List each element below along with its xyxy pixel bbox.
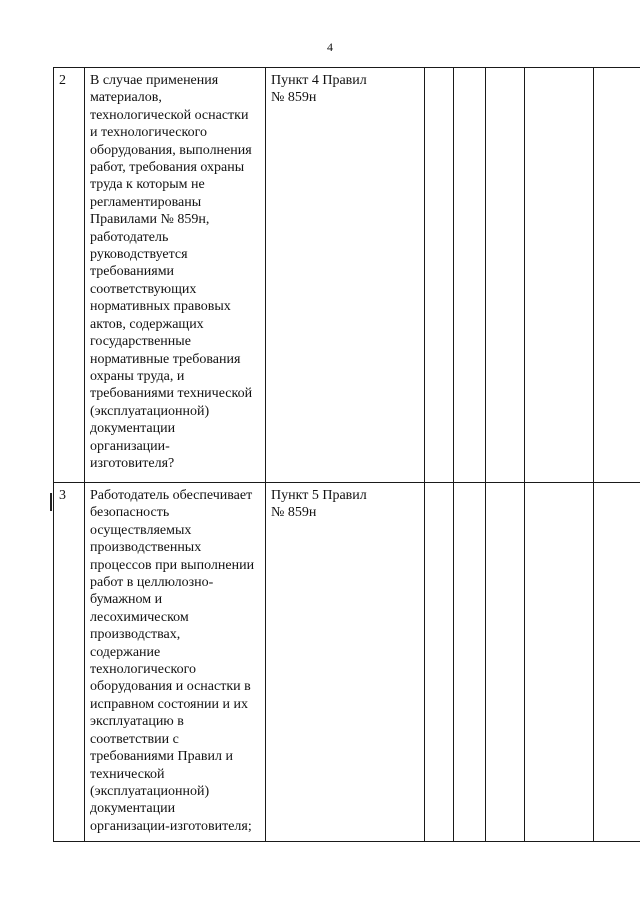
checklist-table [53, 67, 640, 842]
question-line: требованиями [90, 264, 175, 280]
scan-mark [50, 493, 52, 511]
question-line: В случае применения [90, 73, 219, 88]
question-line: технологического [90, 662, 196, 678]
answer-cell-extra[interactable] [594, 483, 640, 842]
question-line: эксплуатацию в [90, 714, 184, 730]
row-number: 2 [59, 73, 66, 88]
question-line: организации- [90, 438, 170, 454]
question-line: (эксплуатационной) [90, 403, 210, 419]
question-line: материалов, [90, 90, 162, 106]
question-line: работ в целлюлозно- [90, 575, 214, 591]
question-line: актов, содержащих [90, 316, 204, 332]
question-line: Правилами № 859н, [90, 212, 210, 228]
question-line: соответствии с [90, 731, 179, 747]
question-line: документации [90, 801, 176, 817]
question-line: соответствующих [90, 281, 197, 297]
question-line: регламентированы [90, 194, 202, 210]
question-line: руководствуется [90, 247, 188, 263]
question-line: государственные [90, 334, 191, 350]
answer-cell-extra[interactable] [594, 68, 640, 483]
question-cell [85, 68, 266, 483]
question-line: нормативных правовых [90, 299, 231, 315]
question-line: и технологического [90, 125, 207, 141]
question-line: оборудования, выполнения [90, 142, 252, 158]
question-line: производственных [90, 540, 202, 556]
reference-cell [266, 68, 425, 483]
question-line: труда к которым не [90, 177, 205, 193]
reference-line: Пункт 4 Правил [271, 73, 367, 88]
question-line: оборудования и оснастки в [90, 679, 251, 695]
answer-cell-yes[interactable] [425, 68, 454, 483]
question-line: содержание [90, 644, 161, 660]
question-line: исправном состоянии и их [90, 696, 248, 712]
answer-cell-no[interactable] [454, 483, 486, 842]
question-line: бумажном и [90, 592, 163, 608]
question-line: работодатель [90, 229, 169, 245]
question-line: требованиями технической [90, 386, 253, 402]
reference-line: Пункт 5 Правил [271, 488, 367, 503]
reference-line: № 859н [271, 505, 317, 521]
answer-cell-na[interactable] [486, 68, 525, 483]
row-number: 3 [59, 488, 66, 503]
reference-cell [266, 483, 425, 842]
question-line: лесохимическом [90, 609, 189, 625]
reference-line: № 859н [271, 90, 317, 106]
question-line: охраны труда, и [90, 368, 185, 384]
question-line: требованиями Правил и [90, 749, 233, 765]
question-line: осуществляемых [90, 522, 192, 538]
answer-cell-note[interactable] [525, 68, 594, 483]
question-line: (эксплуатационной) [90, 783, 210, 799]
question-line: нормативные требования [90, 351, 241, 367]
question-line: производствах, [90, 627, 181, 643]
table-row [54, 483, 640, 842]
question-line: безопасность [90, 505, 170, 521]
page-number: 4 [327, 40, 333, 54]
question-line: документации [90, 421, 176, 437]
question-line: технической [90, 766, 165, 782]
row-number-cell [54, 68, 85, 483]
answer-cell-yes[interactable] [425, 483, 454, 842]
row-number-cell [54, 483, 85, 842]
question-line: Работодатель обеспечивает [90, 488, 253, 503]
question-line: организации-изготовителя; [90, 818, 252, 834]
question-line: работ, требования охраны [90, 160, 245, 176]
answer-cell-na[interactable] [486, 483, 525, 842]
question-line: процессов при выполнении [90, 557, 255, 573]
answer-cell-note[interactable] [525, 483, 594, 842]
question-line: технологической оснастки [90, 107, 249, 123]
question-cell [85, 483, 266, 842]
question-line: изготовителя? [90, 455, 175, 471]
table-row [54, 68, 640, 483]
answer-cell-no[interactable] [454, 68, 486, 483]
